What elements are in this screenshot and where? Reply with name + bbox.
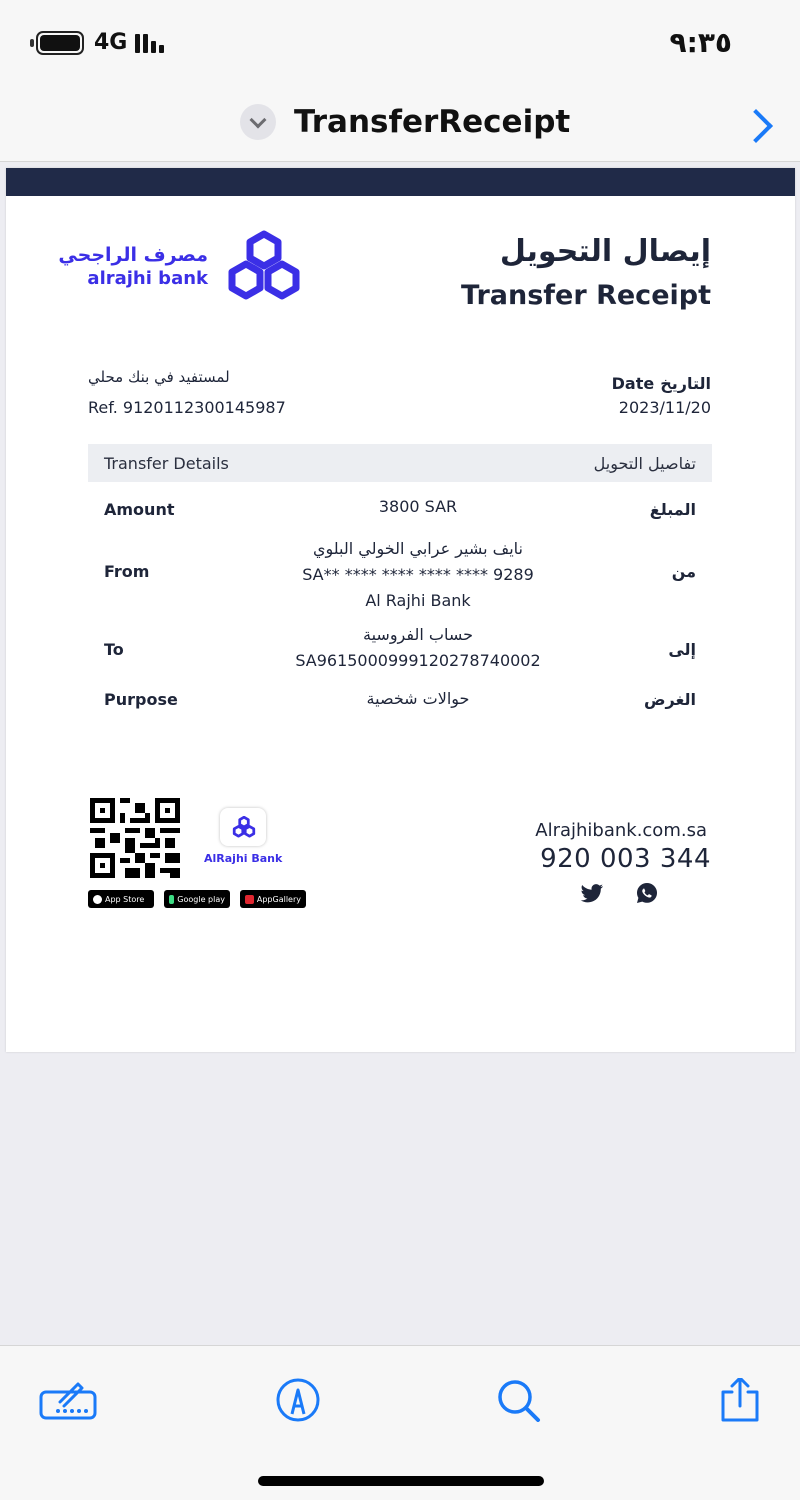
- row-label-ar: من: [671, 562, 696, 581]
- detail-row-from: [88, 536, 712, 616]
- beneficiary-note: لمستفيد في بنك محلي: [88, 368, 230, 386]
- twitter-icon[interactable]: [580, 884, 604, 904]
- row-value: حوالات شخصية: [366, 689, 470, 708]
- row-label-en: To: [104, 640, 124, 659]
- receipt-header-bar: [6, 168, 795, 196]
- receipt-title-en: Transfer Receipt: [461, 280, 711, 311]
- status-bar: [0, 0, 800, 86]
- row-value-line: حساب الفروسية: [363, 625, 473, 644]
- google-play-badge[interactable]: Google play: [164, 890, 230, 908]
- row-label-ar: المبلغ: [649, 500, 696, 519]
- logo-text-en: alrajhi bank: [87, 268, 208, 289]
- row-label-en: Amount: [104, 500, 175, 519]
- app-store-badge[interactable]: App Store: [88, 890, 154, 908]
- app-logo-mark-icon: [231, 816, 257, 838]
- nav-title[interactable]: TransferReceipt: [294, 104, 571, 140]
- nav-forward-icon[interactable]: [744, 108, 774, 142]
- bottom-toolbar: [0, 1345, 800, 1500]
- details-header-en: Transfer Details: [104, 453, 229, 473]
- transfer-details-header: [88, 444, 712, 482]
- title-chevron-icon[interactable]: [240, 104, 276, 140]
- battery-icon: [30, 31, 84, 55]
- clock: ٩:٣٥: [669, 26, 732, 59]
- signal-icon: [135, 33, 164, 53]
- app-icon: [220, 808, 266, 846]
- markup-icon[interactable]: [268, 1378, 328, 1422]
- network-label: 4G: [94, 30, 128, 55]
- logo-text-ar: مصرف الراجحي: [58, 244, 208, 266]
- row-value-line: SA** **** **** **** **** 9289: [302, 565, 534, 584]
- phone-number[interactable]: 920 003 344: [540, 844, 711, 874]
- home-indicator: [258, 1476, 544, 1486]
- row-label-en: Purpose: [104, 690, 178, 709]
- whatsapp-icon[interactable]: [636, 882, 658, 904]
- website-link[interactable]: Alrajhibank.com.sa: [535, 820, 707, 841]
- details-header-ar: تفاصيل التحويل: [593, 453, 696, 473]
- receipt-title-ar: إيصال التحويل: [499, 234, 711, 269]
- date-label-ar: التاريخ: [660, 374, 711, 393]
- app-gallery-badge[interactable]: AppGallery: [240, 890, 306, 908]
- detail-row-to: [88, 622, 712, 676]
- detail-row-purpose: [88, 686, 712, 716]
- row-label-ar: إلى: [668, 640, 696, 659]
- huawei-icon: [245, 895, 254, 904]
- nav-bar: [0, 86, 800, 162]
- status-left: [30, 30, 164, 55]
- share-icon[interactable]: [710, 1378, 770, 1422]
- keyboard-icon[interactable]: [38, 1378, 98, 1422]
- date-label-en: Date: [611, 374, 655, 393]
- google-play-icon: [169, 895, 174, 904]
- search-icon[interactable]: [490, 1378, 550, 1422]
- row-label-en: From: [104, 562, 150, 581]
- apple-icon: [93, 895, 102, 904]
- detail-row-amount: [88, 494, 712, 524]
- bank-logo: [58, 230, 306, 302]
- receipt-document: [6, 168, 795, 1052]
- qr-code-icon: [90, 798, 180, 878]
- date-value: 2023/11/20: [618, 398, 711, 417]
- bank-logo-mark-icon: [222, 230, 306, 302]
- row-label-ar: الغرض: [644, 690, 696, 709]
- row-value-line: نايف بشير عرابي الخولي البلوي: [312, 539, 524, 558]
- row-value: 3800 SAR: [378, 497, 458, 516]
- reference-number: Ref. 9120112300145987: [88, 398, 286, 417]
- app-label: AlRajhi Bank: [204, 852, 283, 865]
- row-value-line: SA9615000999120278740002: [295, 651, 541, 670]
- nav-title-group[interactable]: [240, 104, 570, 140]
- date-label: [612, 374, 711, 393]
- row-value-line: Al Rajhi Bank: [365, 591, 471, 610]
